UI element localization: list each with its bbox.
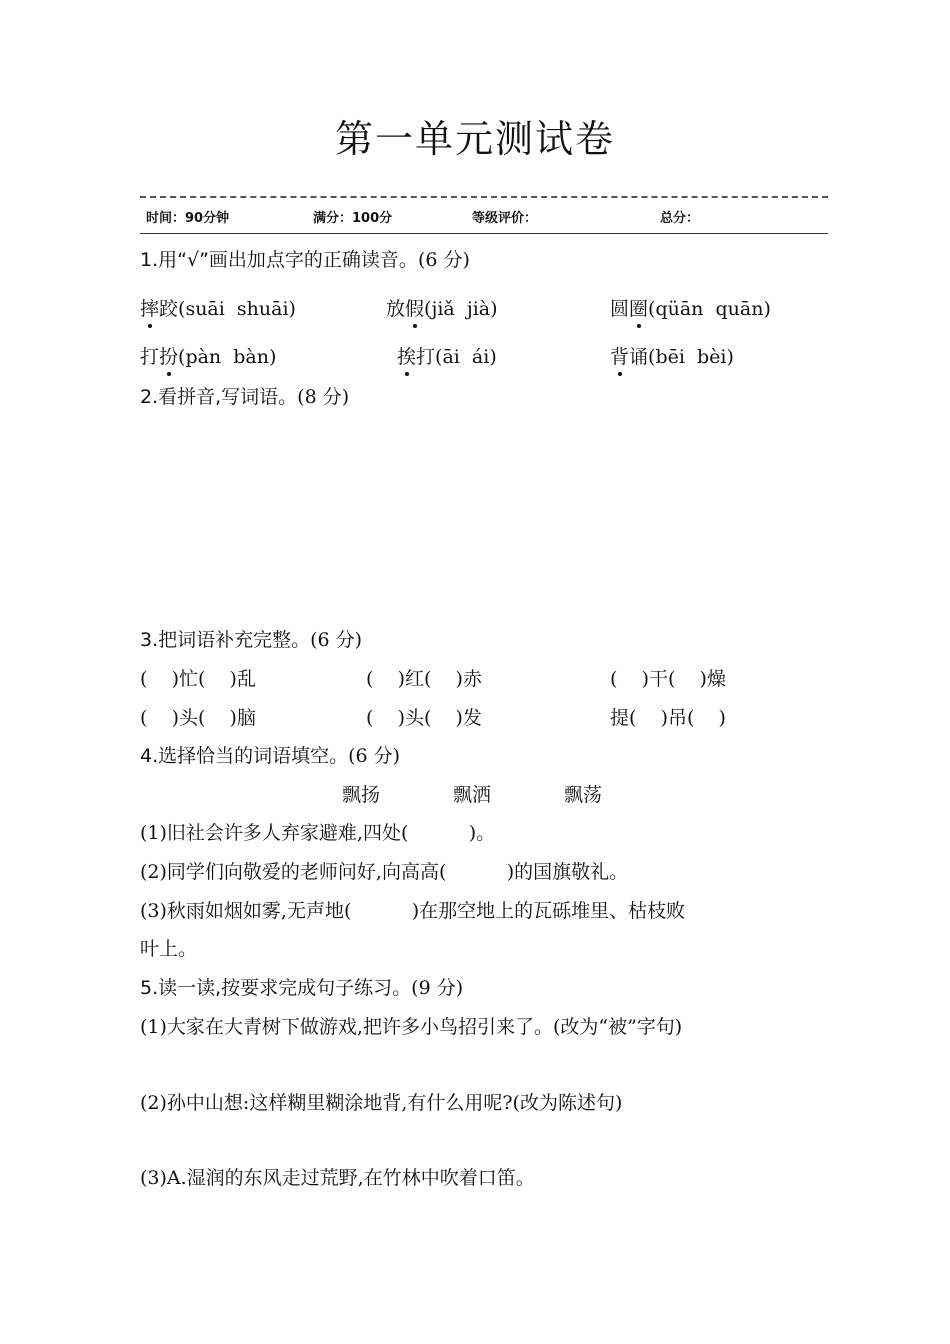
info-time: 时间：90分钟 <box>146 211 230 226</box>
char: 打 <box>416 346 436 368</box>
pinyin-options: (āi ái) <box>435 346 497 368</box>
question-5-heading <box>140 973 463 1000</box>
question-points: (6 分) <box>348 745 401 767</box>
question-text: 1.用“√”画出加点字的正确读音。 <box>140 249 418 271</box>
q3-blank-1: ( )忙( )乱 <box>140 668 256 690</box>
question-points: (6 分) <box>417 249 470 271</box>
pinyin-options: (pàn bàn) <box>178 346 277 368</box>
dotted-char: 挨 <box>397 342 416 369</box>
q5-sentence-3: (3)A.湿润的东风走过荒野,在竹林中吹着口笛。 <box>140 1167 535 1189</box>
q5-sentence-1: (1)大家在大青树下做游戏,把许多小鸟招引来了。(改为“被”字句) <box>140 1016 683 1038</box>
info-full-score: 满分：100分 <box>313 211 393 226</box>
q1-item-6 <box>610 342 734 369</box>
q1-item-3 <box>610 294 771 321</box>
pinyin-options: (jiǎ jià) <box>424 298 498 320</box>
pinyin-options: (qüān quān) <box>648 298 771 320</box>
q4-sentence-2: (2)同学们向敬爱的老师问好,向高高( )的国旗敬礼。 <box>140 861 629 883</box>
dotted-char: 圈 <box>629 294 648 321</box>
q4-sentence-1: (1)旧社会许多人弃家避难,四处( )。 <box>140 822 496 844</box>
question-3-heading <box>140 625 362 652</box>
solid-divider <box>140 233 828 234</box>
q3-blank-3: ( )干( )燥 <box>610 668 726 690</box>
pinyin-options: (suāi shuāi) <box>178 298 296 320</box>
dotted-char: 假 <box>405 294 424 321</box>
question-2-heading <box>140 382 349 409</box>
question-4-heading <box>140 741 400 768</box>
page-title: 第一单元测试卷 <box>334 117 615 161</box>
question-points: (6 分) <box>310 629 363 651</box>
q3-blank-5: ( )头( )发 <box>366 707 482 729</box>
question-points: (9 分) <box>411 977 464 999</box>
info-total: 总分： <box>660 211 700 226</box>
question-text: 5.读一读,按要求完成句子练习。 <box>140 977 412 999</box>
question-text: 3.把词语补充完整。 <box>140 629 311 651</box>
char: 打 <box>140 346 160 368</box>
char: 放 <box>386 298 406 320</box>
q1-item-2 <box>386 294 498 321</box>
word-option: 飘扬 <box>342 784 381 806</box>
q1-item-4 <box>140 342 276 369</box>
q4-sentence-3: (3)秋雨如烟如雾,无声地( )在那空地上的瓦砾堆里、枯枝败 <box>140 900 686 922</box>
dotted-char: 摔 <box>140 294 159 321</box>
q1-item-5 <box>397 342 497 369</box>
q3-blank-4: ( )头( )脑 <box>140 707 256 729</box>
question-text: 4.选择恰当的词语填空。 <box>140 745 349 767</box>
char: 跤 <box>159 298 179 320</box>
dotted-char: 扮 <box>159 342 178 369</box>
word-option: 飘洒 <box>453 784 492 806</box>
q1-item-1 <box>140 294 296 321</box>
info-grade: 等级评价： <box>472 211 538 226</box>
char: 圆 <box>610 298 630 320</box>
question-points: (8 分) <box>297 386 350 408</box>
question-text: 2.看拼音,写词语。 <box>140 386 298 408</box>
q3-blank-2: ( )红( )赤 <box>366 668 482 690</box>
q5-sentence-2: (2)孙中山想:这样糊里糊涂地背,有什么用呢?(改为陈述句) <box>140 1092 623 1114</box>
word-option: 飘荡 <box>564 784 603 806</box>
pinyin-options: (bēi bèi) <box>648 346 734 368</box>
dashed-divider <box>140 196 828 198</box>
q3-blank-6: 提( )吊( ) <box>610 707 726 729</box>
char: 诵 <box>629 346 649 368</box>
q4-sentence-3-cont: 叶上。 <box>140 938 198 960</box>
dotted-char: 背 <box>610 342 629 369</box>
question-1-heading <box>140 245 470 272</box>
